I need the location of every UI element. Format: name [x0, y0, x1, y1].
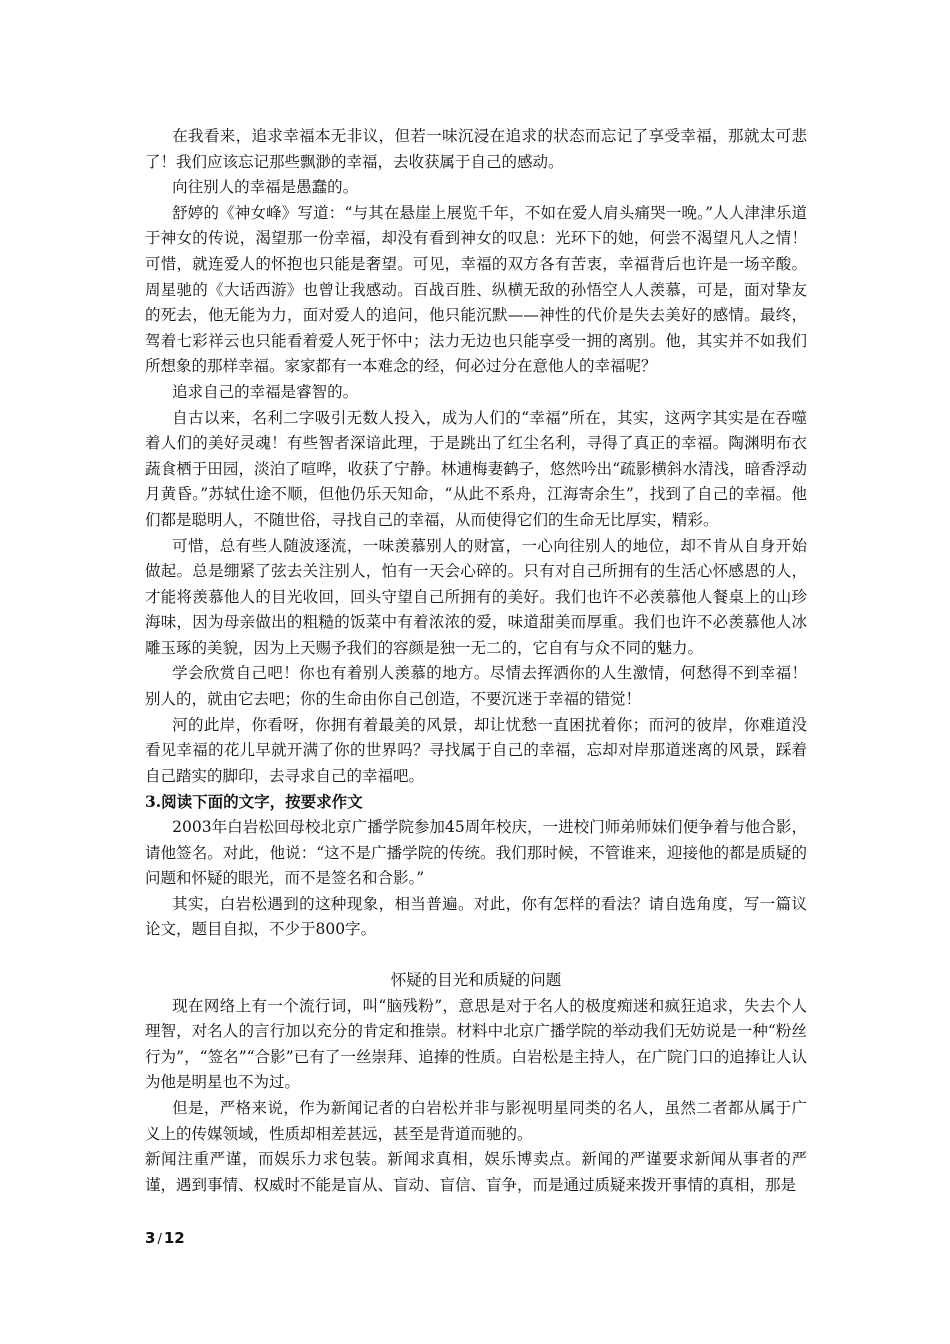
essay-paragraph: 新闻注重严谨，而娱乐力求包装。新闻求真相，娱乐博卖点。新闻的严谨要求新闻从事者的严谨，遇到事情、权威时不能是盲从、盲动、盲信、盲争，而是通过质疑来拨开事情的真相，那是: [145, 1150, 807, 1194]
essay-paragraph: 但是，严格来说，作为新闻记者的白岩松并非与影视明星同类的名人，虽然二者都从属于广义上的传媒领域，性质却相差甚远，甚至是背道而驰的。: [145, 1098, 807, 1143]
question-paragraph: 其实，白岩松遇到的这种现象，相当普遍。对此，你有怎样的看法？请自选角度，写一篇议论文，题目自拟，不少于800字。: [145, 894, 807, 939]
document-body: [145, 124, 807, 1198]
question-heading: 3.阅读下面的文字，按要求作文: [145, 792, 363, 812]
question-paragraph: 2003年白岩松回母校北京广播学院参加45周年校庆，一进校门师弟师妹们便争着与他合影，请他签名。对此，他说：“这不是广播学院的传统。我们那时候，不管谁来，迎接他的都是质疑的问题和怀疑的眼光，而不是签名和合影。”: [145, 818, 807, 888]
essay-title: 怀疑的目光和质疑的问题: [390, 971, 562, 989]
paragraph: 自古以来，名利二字吸引无数人投入，成为人们的“幸福”所在，其实，这两字其实是在吞噬着人们的美好灵魂！有些智者深谙此理，于是跳出了红尘名利，寻得了真正的幸福。陶渊明布衣蔬食栖于田园，淡泊了喧哗，收获了宁静。林逋梅妻鹤子，悠然吟出“疏影横斜水清浅，暗香浮动月黄昏。”苏轼仕途不顺，但他仍乐天知命，“从此不系舟，江海寄余生”，找到了自己的幸福。他们都是聪明人，不随世俗，寻找自己的幸福，从而使得它们的生命无比厚实，精彩。: [145, 408, 807, 529]
paragraph: 可惜，总有些人随波逐流，一味羡慕别人的财富，一心向往别人的地位，却不肯从自身开始做起。总是绷紧了弦去关注别人，怕有一天会心碎的。只有对自己所拥有的生活心怀感恩的人，才能将羡慕他人的目光收回，回头守望自己所拥有的美好。我们也许不必羡慕他人餐桌上的山珍海味，因为母亲做出的粗糙的饭菜中有着浓浓的爱，味道甜美而厚重。我们也许不必羡慕他人冰雕玉琢的美貌，因为上天赐予我们的容颜是独一无二的，它自有与众不同的魅力。: [145, 536, 807, 657]
section-claim: 向往别人的幸福是愚蠢的。: [172, 178, 359, 197]
page-current: 3: [145, 1229, 156, 1247]
page-number: [145, 1229, 185, 1247]
page-separator: /: [157, 1232, 162, 1247]
paragraph: 学会欣赏自己吧！你也有着别人羡慕的地方。尽情去挥洒你的人生激情，何愁得不到幸福！别人的，就由它去吧；你的生命由你自己创造，不要沉迷于幸福的错觉！: [145, 664, 807, 709]
paragraph: 舒婷的《神女峰》写道：“与其在悬崖上展览千年，不如在爱人肩头痛哭一晚。”人人津津乐道于神女的传说，渴望那一份幸福，却没有看到神女的叹息：光环下的她，何尝不渴望凡人之情！可惜，就连爱人的怀抱也只能是奢望。可见，幸福的双方各有苦衷，幸福背后也许是一场辛酸。周星驰的《大话西游》也曾让我感动。百战百胜、纵横无敌的孙悟空人人羡慕，可是，面对挚友的死去，他无能为力，面对爱人的追问，他只能沉默——神性的代价是失去美好的感情。最终，驾着七彩祥云也只能看着爱人死于怀中；法力无边也只能享受一拥的离别。他，其实并不如我们所想象的那样幸福。家家都有一本难念的经，何必过分在意他人的幸福呢？: [145, 203, 807, 376]
page-total: 12: [163, 1229, 185, 1247]
essay-paragraph: 现在网络上有一个流行词，叫“脑残粉”，意思是对于名人的极度痴迷和疯狂追求，失去个人理智，对名人的言行加以充分的肯定和推崇。材料中北京广播学院的举动我们无妨说是一种“粉丝行为”，“签名”“合影”已有了一丝崇拜、追捧的性质。白岩松是主持人，在广院门口的追捧让人认为他是明星也不为过。: [145, 996, 807, 1092]
section-claim: 追求自己的幸福是睿智的。: [172, 382, 359, 401]
paragraph: 在我看来，追求幸福本无非议，但若一味沉浸在追求的状态而忘记了享受幸福，那就太可悲了！我们应该忘记那些飘渺的幸福，去收获属于自己的感动。: [145, 127, 807, 171]
paragraph: 河的此岸，你看呀，你拥有着最美的风景，却让忧愁一直困扰着你；而河的彼岸，你难道没看见幸福的花儿早就开满了你的世界吗？寻找属于自己的幸福，忘却对岸那道迷离的风景，踩着自己踏实的脚印，去寻求自己的幸福吧。: [145, 715, 807, 785]
